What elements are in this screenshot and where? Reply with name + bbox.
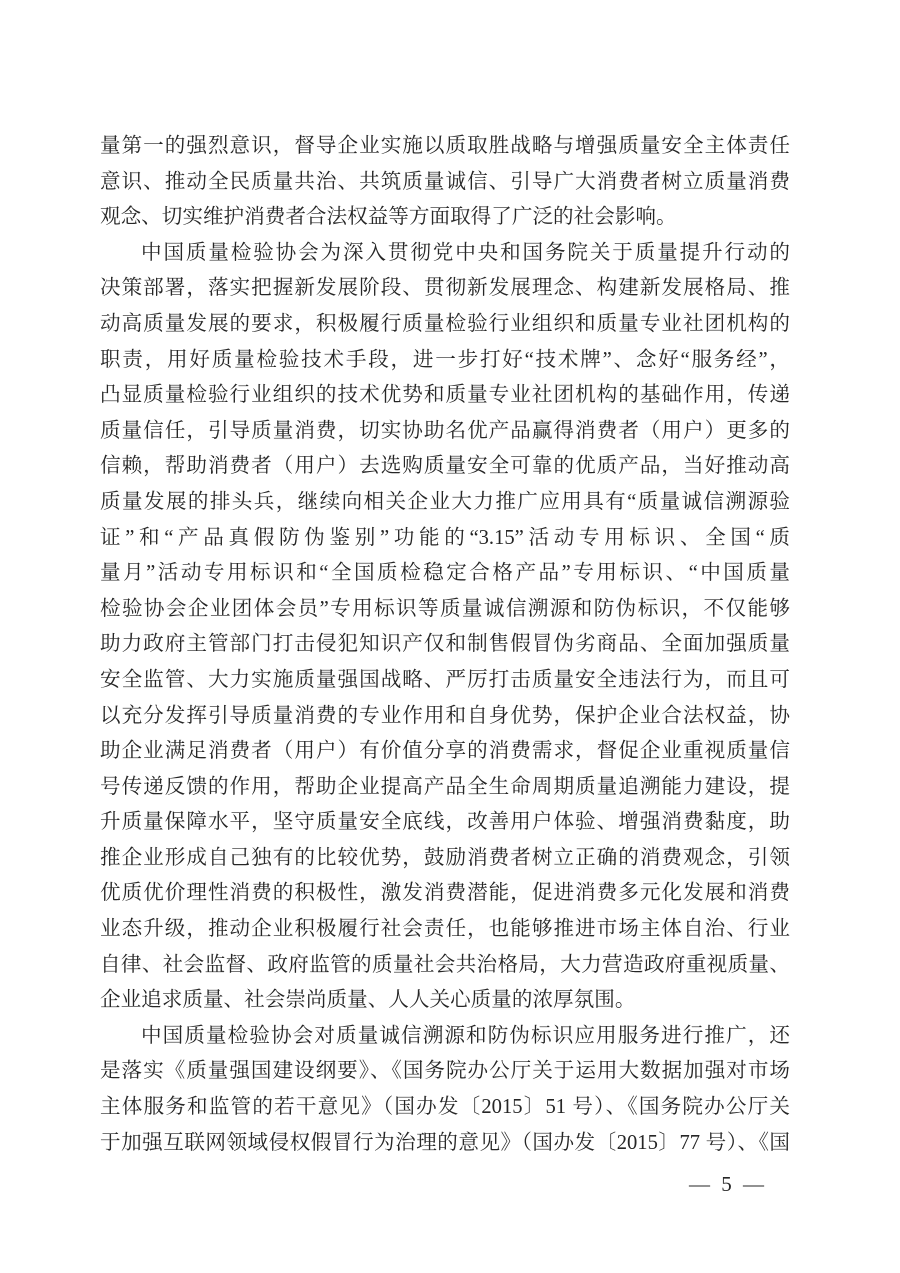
text-line: 意识、推动全民质量共治、共筑质量诚信、引导广大消费者树立质量消费 — [100, 170, 790, 193]
text-line: 优质优价理性消费的积极性，激发消费潜能，促进消费多元化发展和消费 — [100, 882, 790, 905]
text-line: 业态升级，推动企业积极履行社会责任，也能够推进市场主体自治、行业 — [100, 918, 790, 941]
text-line: 助力政府主管部门打击侵犯知识产仅和制售假冒伪劣商品、全面加强质量 — [100, 633, 790, 656]
text-line: 质量信任，引导质量消费，切实协助名优产品赢得消费者（用户）更多的 — [100, 419, 790, 442]
text-line: 决策部署，落实把握新发展阶段、贯彻新发展理念、构建新发展格局、推 — [100, 277, 790, 300]
text-line: 于加强互联网领域侵权假冒行为治理的意见》（国办发〔2015〕77 号）、《国 — [100, 1131, 790, 1154]
text-line: 推企业形成自己独有的比较优势，鼓励消费者树立正确的消费观念，引领 — [100, 846, 790, 869]
text-line: 中国质量检验协会为深入贯彻党中央和国务院关于质量提升行动的 — [141, 241, 790, 264]
text-line: 升质量保障水平，坚守质量安全底线，改善用户体验、增强消费黏度，助 — [100, 811, 790, 834]
text-line: 助企业满足消费者（用户）有价值分享的消费需求，督促企业重视质量信 — [100, 740, 790, 763]
text-line: 信赖，帮助消费者（用户）去选购质量安全可靠的优质产品，当好推动高 — [100, 455, 790, 478]
text-line: 中国质量检验协会对质量诚信溯源和防伪标识应用服务进行推广，还 — [141, 1024, 790, 1047]
text-line: 质量发展的排头兵，继续向相关企业大力推广应用具有“质量诚信溯源验 — [100, 490, 790, 513]
text-line: 量第一的强烈意识，督导企业实施以质取胜战略与增强质量安全主体责任 — [100, 135, 790, 157]
text-line: 号传递反馈的作用，帮助企业提高产品全生命周期质量追溯能力建设，提 — [100, 775, 790, 798]
page-number: — 5 — — [689, 1172, 767, 1196]
text-line: 自律、社会监督、政府监管的质量社会共治格局，大力营造政府重视质量、 — [100, 953, 790, 976]
text-line: 检验协会企业团体会员”专用标识等质量诚信溯源和防伪标识，不仅能够 — [100, 597, 790, 620]
text-line: 以充分发挥引导质量消费的专业作用和自身优势，保护企业合法权益，协 — [100, 704, 790, 727]
text-line: 安全监管、大力实施质量强国战略、严厉打击质量安全违法行为，而且可 — [100, 668, 790, 691]
text-line: 凸显质量检验行业组织的技术优势和质量专业社团机构的基础作用，传递 — [100, 384, 790, 407]
text-line: 证”和“产品真假防伪鉴别”功能的“3.15”活动专用标识、全国“质 — [100, 526, 790, 549]
text-body — [100, 129, 790, 1161]
text-line: 量月”活动专用标识和“全国质检稳定合格产品”专用标识、“中国质量 — [100, 562, 790, 585]
text-line: 职责，用好质量检验技术手段，进一步打好“技术牌”、念好“服务经”， — [100, 348, 790, 371]
text-line: 动高质量发展的要求，积极履行质量检验行业组织和质量专业社团机构的 — [100, 312, 790, 335]
text-line: 主体服务和监管的若干意见》（国办发〔2015〕51 号）、《国务院办公厅关 — [100, 1096, 790, 1119]
text-line: 观念、切实维护消费者合法权益等方面取得了广泛的社会影响。 — [100, 206, 677, 229]
text-line: 是落实《质量强国建设纲要》、《国务院办公厅关于运用大数据加强对市场 — [100, 1060, 790, 1083]
text-line: 企业追求质量、社会崇尚质量、人人关心质量的浓厚氛围。 — [100, 989, 636, 1012]
